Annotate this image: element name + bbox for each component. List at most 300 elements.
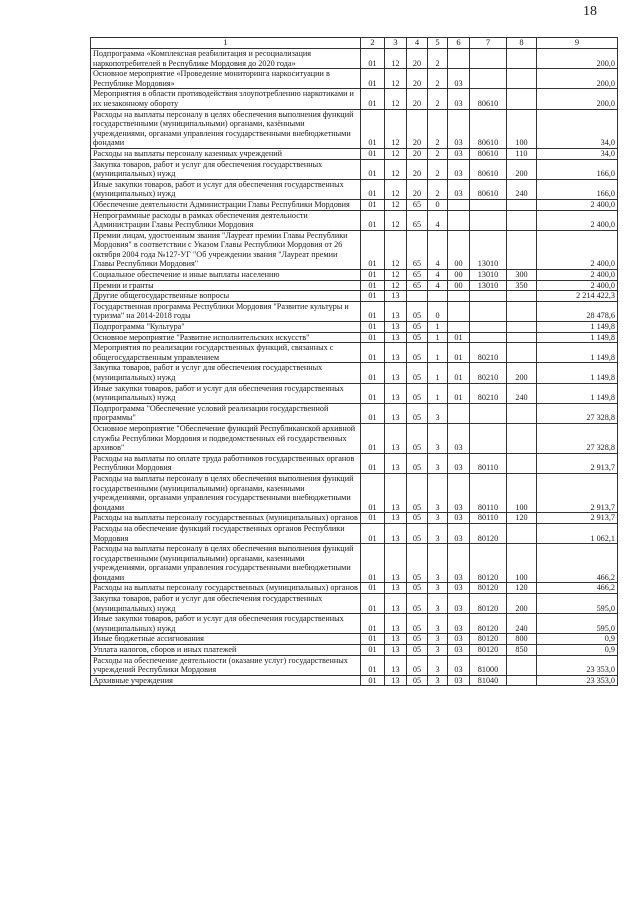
row-code-c3: 12 — [385, 179, 407, 199]
table-row — [91, 523, 618, 543]
row-code-c3: 12 — [385, 280, 407, 291]
row-code-c5 — [428, 291, 448, 302]
row-code-c2: 01 — [361, 583, 385, 594]
row-amount: 166,0 — [537, 179, 618, 199]
row-code-c5: 2 — [428, 159, 448, 179]
row-code-c6: 01 — [448, 343, 470, 363]
row-name: Расходы на выплаты персоналу государственных (муниципальных) органов — [91, 513, 361, 524]
row-code-c4: 65 — [407, 270, 428, 281]
row-amount: 595,0 — [537, 614, 618, 634]
row-code-c4: 05 — [407, 675, 428, 686]
row-code-c8 — [507, 423, 537, 453]
row-name: Мероприятия по реализации государственных функций, связанных с общегосударственным управлением — [91, 343, 361, 363]
row-code-c6 — [448, 301, 470, 321]
row-code-c7 — [470, 49, 507, 69]
row-code-c2: 01 — [361, 199, 385, 210]
table-row — [91, 89, 618, 109]
row-code-c6: 03 — [448, 159, 470, 179]
row-code-c4: 05 — [407, 634, 428, 645]
row-code-c4: 05 — [407, 583, 428, 594]
row-name: Иные закупки товаров, работ и услуг для обеспечения государственных (муниципальных) нужд — [91, 179, 361, 199]
row-code-c8: 100 — [507, 544, 537, 583]
row-code-c5: 3 — [428, 423, 448, 453]
row-amount: 2 913,7 — [537, 473, 618, 512]
row-code-c3: 13 — [385, 634, 407, 645]
header-cell: 7 — [470, 38, 507, 49]
row-amount: 1 149,8 — [537, 332, 618, 343]
table-row — [91, 270, 618, 281]
page-number: 18 — [583, 4, 597, 19]
row-amount: 0,9 — [537, 634, 618, 645]
row-code-c3: 12 — [385, 230, 407, 269]
row-code-c2: 01 — [361, 383, 385, 403]
row-code-c5: 3 — [428, 523, 448, 543]
table-row — [91, 675, 618, 686]
row-code-c8: 240 — [507, 179, 537, 199]
row-code-c5: 2 — [428, 49, 448, 69]
row-code-c7: 80110 — [470, 453, 507, 473]
row-code-c8 — [507, 332, 537, 343]
row-code-c7: 80120 — [470, 614, 507, 634]
row-name: Подпрограмма "Культура" — [91, 322, 361, 333]
row-code-c7: 80210 — [470, 383, 507, 403]
table-row — [91, 423, 618, 453]
row-code-c6 — [448, 322, 470, 333]
row-code-c3: 13 — [385, 544, 407, 583]
row-code-c7: 80120 — [470, 523, 507, 543]
row-code-c7: 81040 — [470, 675, 507, 686]
row-code-c6: 00 — [448, 270, 470, 281]
header-cell: 1 — [91, 38, 361, 49]
row-code-c5: 3 — [428, 614, 448, 634]
row-code-c5: 3 — [428, 675, 448, 686]
row-code-c4: 05 — [407, 523, 428, 543]
row-amount: 2 400,0 — [537, 199, 618, 210]
table-row — [91, 179, 618, 199]
row-amount: 200,0 — [537, 49, 618, 69]
row-code-c3: 13 — [385, 343, 407, 363]
row-code-c2: 01 — [361, 159, 385, 179]
row-code-c5: 3 — [428, 594, 448, 614]
row-name: Премии и гранты — [91, 280, 361, 291]
row-name: Расходы на выплаты по оплате труда работников государственных органов Республики Мордовия — [91, 453, 361, 473]
table-row — [91, 645, 618, 656]
row-code-c3: 12 — [385, 69, 407, 89]
row-code-c2: 01 — [361, 270, 385, 281]
row-code-c4: 20 — [407, 89, 428, 109]
row-code-c2: 01 — [361, 645, 385, 656]
row-code-c5: 1 — [428, 322, 448, 333]
row-code-c4: 05 — [407, 322, 428, 333]
row-code-c5: 2 — [428, 109, 448, 148]
table-row — [91, 343, 618, 363]
row-code-c4: 05 — [407, 301, 428, 321]
row-code-c5: 1 — [428, 332, 448, 343]
row-amount: 0,9 — [537, 645, 618, 656]
table-row — [91, 655, 618, 675]
row-code-c3: 12 — [385, 270, 407, 281]
row-code-c8: 200 — [507, 363, 537, 383]
row-code-c3: 13 — [385, 301, 407, 321]
row-code-c7: 13010 — [470, 230, 507, 269]
row-code-c8 — [507, 210, 537, 230]
row-code-c3: 13 — [385, 332, 407, 343]
row-code-c3: 13 — [385, 322, 407, 333]
row-code-c2: 01 — [361, 230, 385, 269]
row-amount: 2 913,7 — [537, 453, 618, 473]
row-code-c5: 3 — [428, 453, 448, 473]
row-amount: 1 149,8 — [537, 383, 618, 403]
table-row — [91, 301, 618, 321]
row-name: Иные закупки товаров, работ и услуг для обеспечения государственных (муниципальных) нужд — [91, 614, 361, 634]
row-code-c8 — [507, 523, 537, 543]
table-row — [91, 148, 618, 159]
row-code-c3: 13 — [385, 655, 407, 675]
row-code-c8: 100 — [507, 109, 537, 148]
row-name: Подпрограмма "Обеспечение условий реализации государственной программы" — [91, 403, 361, 423]
row-code-c6: 03 — [448, 513, 470, 524]
header-cell: 2 — [361, 38, 385, 49]
row-code-c4: 20 — [407, 159, 428, 179]
row-name: Мероприятия в области противодействия злоупотреблению наркотиками и их незаконному обороту — [91, 89, 361, 109]
row-code-c4: 20 — [407, 179, 428, 199]
row-code-c4 — [407, 291, 428, 302]
row-amount: 27 328,8 — [537, 403, 618, 423]
row-amount: 1 149,8 — [537, 363, 618, 383]
row-name: Подпрограмма «Комплексная реабилитация и ресоциализация наркопотребителей в Республике Мордовия до 2020 года» — [91, 49, 361, 69]
row-code-c7: 80610 — [470, 179, 507, 199]
row-amount: 34,0 — [537, 148, 618, 159]
row-code-c2: 01 — [361, 332, 385, 343]
row-code-c6: 00 — [448, 230, 470, 269]
row-code-c7 — [470, 301, 507, 321]
row-code-c2: 01 — [361, 69, 385, 89]
row-code-c2: 01 — [361, 291, 385, 302]
row-code-c7: 80110 — [470, 473, 507, 512]
row-code-c4: 05 — [407, 594, 428, 614]
row-code-c4: 65 — [407, 230, 428, 269]
table-row — [91, 363, 618, 383]
row-code-c6: 00 — [448, 280, 470, 291]
row-code-c5: 3 — [428, 583, 448, 594]
row-code-c8: 200 — [507, 594, 537, 614]
row-code-c6: 03 — [448, 675, 470, 686]
row-amount: 2 400,0 — [537, 230, 618, 269]
row-code-c8 — [507, 675, 537, 686]
row-code-c5: 0 — [428, 199, 448, 210]
row-code-c7 — [470, 210, 507, 230]
row-amount: 2 400,0 — [537, 210, 618, 230]
row-code-c6 — [448, 210, 470, 230]
table-row — [91, 544, 618, 583]
row-code-c7: 13010 — [470, 280, 507, 291]
row-code-c8: 110 — [507, 148, 537, 159]
row-amount: 2 400,0 — [537, 270, 618, 281]
row-name: Закупка товаров, работ и услуг для обеспечения государственных (муниципальных) нужд — [91, 363, 361, 383]
row-code-c3: 12 — [385, 148, 407, 159]
row-code-c7: 80120 — [470, 544, 507, 583]
row-code-c8: 850 — [507, 645, 537, 656]
row-name: Закупка товаров, работ и услуг для обеспечения государственных (муниципальных) нужд — [91, 159, 361, 179]
row-name: Расходы на обеспечение деятельности (оказание услуг) государственных учреждений Республики Мордовия — [91, 655, 361, 675]
header-cell: 6 — [448, 38, 470, 49]
row-code-c7: 81000 — [470, 655, 507, 675]
row-code-c5: 3 — [428, 544, 448, 583]
row-name: Другие общегосударственные вопросы — [91, 291, 361, 302]
row-code-c6: 03 — [448, 655, 470, 675]
row-amount: 2 400,0 — [537, 280, 618, 291]
row-code-c7 — [470, 69, 507, 89]
row-amount: 200,0 — [537, 69, 618, 89]
row-code-c7 — [470, 423, 507, 453]
row-code-c6 — [448, 199, 470, 210]
row-amount: 23 353,0 — [537, 655, 618, 675]
row-amount: 2 913,7 — [537, 513, 618, 524]
row-code-c4: 05 — [407, 513, 428, 524]
header-cell: 8 — [507, 38, 537, 49]
row-code-c3: 13 — [385, 363, 407, 383]
row-name: Иные закупки товаров, работ и услуг для обеспечения государственных (муниципальных) нужд — [91, 383, 361, 403]
row-code-c4: 05 — [407, 645, 428, 656]
row-name: Премии лицам, удостоенным звания "Лауреат премии Главы Республики Мордовия" в соответствии с Указом Главы Республики Мордовия от 26 октября 2004 года №127-УГ "Об учреждении звания "Лауреат премии Главы Республики Мордовия" — [91, 230, 361, 269]
row-name: Государственная программа Республики Мордовия "Развитие культуры и туризма" на 2014-2018 годы — [91, 301, 361, 321]
row-code-c2: 01 — [361, 109, 385, 148]
row-name: Расходы на выплаты персоналу в целях обеспечения выполнения функций государственными (муниципальными) органами, казенными учреждениями, органами управления государственными внебюджетными фондами — [91, 544, 361, 583]
row-code-c8 — [507, 199, 537, 210]
table-row — [91, 583, 618, 594]
row-code-c8: 120 — [507, 513, 537, 524]
row-code-c2: 01 — [361, 423, 385, 453]
row-code-c3: 12 — [385, 210, 407, 230]
row-code-c7 — [470, 291, 507, 302]
row-code-c5: 4 — [428, 270, 448, 281]
row-code-c2: 01 — [361, 594, 385, 614]
row-code-c5: 1 — [428, 383, 448, 403]
row-code-c7: 80610 — [470, 159, 507, 179]
row-code-c3: 13 — [385, 594, 407, 614]
row-code-c6: 01 — [448, 383, 470, 403]
row-name: Закупка товаров, работ и услуг для обеспечения государственных (муниципальных) нужд — [91, 594, 361, 614]
row-code-c4: 05 — [407, 453, 428, 473]
row-code-c6: 03 — [448, 645, 470, 656]
row-amount: 466,2 — [537, 544, 618, 583]
row-code-c5: 3 — [428, 634, 448, 645]
row-code-c8: 800 — [507, 634, 537, 645]
row-code-c4: 05 — [407, 332, 428, 343]
row-code-c4: 05 — [407, 403, 428, 423]
row-code-c2: 01 — [361, 403, 385, 423]
row-code-c5: 3 — [428, 645, 448, 656]
row-code-c6: 03 — [448, 614, 470, 634]
table-row — [91, 49, 618, 69]
row-code-c7 — [470, 403, 507, 423]
row-code-c4: 05 — [407, 473, 428, 512]
row-code-c8 — [507, 322, 537, 333]
table-header-row — [91, 38, 618, 49]
row-code-c2: 01 — [361, 301, 385, 321]
row-code-c3: 13 — [385, 513, 407, 524]
table-row — [91, 594, 618, 614]
header-cell: 5 — [428, 38, 448, 49]
row-amount: 166,0 — [537, 159, 618, 179]
row-code-c2: 01 — [361, 675, 385, 686]
row-name: Основное мероприятие «Проведение мониторинга наркоситуации в Республике Мордовия» — [91, 69, 361, 89]
row-code-c2: 01 — [361, 453, 385, 473]
row-code-c3: 13 — [385, 403, 407, 423]
row-code-c3: 12 — [385, 49, 407, 69]
row-code-c3: 12 — [385, 199, 407, 210]
row-name: Социальное обеспечение и иные выплаты населению — [91, 270, 361, 281]
row-code-c3: 13 — [385, 645, 407, 656]
row-code-c3: 13 — [385, 523, 407, 543]
row-code-c4: 20 — [407, 148, 428, 159]
table-row — [91, 403, 618, 423]
row-code-c5: 3 — [428, 473, 448, 512]
table-row — [91, 614, 618, 634]
table-row — [91, 69, 618, 89]
table-row — [91, 383, 618, 403]
row-code-c7: 80120 — [470, 594, 507, 614]
row-code-c4: 05 — [407, 614, 428, 634]
header-cell: 4 — [407, 38, 428, 49]
row-code-c2: 01 — [361, 544, 385, 583]
row-code-c5: 2 — [428, 89, 448, 109]
row-code-c8: 200 — [507, 159, 537, 179]
row-code-c7 — [470, 332, 507, 343]
row-code-c3: 12 — [385, 109, 407, 148]
row-code-c4: 65 — [407, 199, 428, 210]
row-code-c8 — [507, 453, 537, 473]
row-code-c2: 01 — [361, 513, 385, 524]
row-code-c6: 03 — [448, 69, 470, 89]
row-code-c6: 03 — [448, 423, 470, 453]
row-code-c7: 80110 — [470, 513, 507, 524]
row-code-c4: 20 — [407, 69, 428, 89]
row-code-c4: 05 — [407, 544, 428, 583]
row-code-c7: 80120 — [470, 645, 507, 656]
row-code-c4: 05 — [407, 655, 428, 675]
row-name: Расходы на обеспечение функций государственных органов Республики Мордовия — [91, 523, 361, 543]
row-code-c2: 01 — [361, 634, 385, 645]
table-row — [91, 230, 618, 269]
row-code-c3: 12 — [385, 89, 407, 109]
row-name: Архивные учреждения — [91, 675, 361, 686]
row-code-c6: 03 — [448, 634, 470, 645]
row-name: Основное мероприятие "Обеспечение функций Республиканской архивной службы Республики Мордовия и подведомственных ей государственных архивов" — [91, 423, 361, 453]
row-code-c8: 240 — [507, 383, 537, 403]
row-amount: 23 353,0 — [537, 675, 618, 686]
row-code-c7: 80610 — [470, 89, 507, 109]
row-amount: 595,0 — [537, 594, 618, 614]
row-code-c5: 2 — [428, 148, 448, 159]
row-code-c7: 80120 — [470, 583, 507, 594]
row-code-c2: 01 — [361, 473, 385, 512]
row-code-c6: 03 — [448, 583, 470, 594]
row-code-c8 — [507, 301, 537, 321]
row-code-c4: 05 — [407, 423, 428, 453]
row-code-c8 — [507, 69, 537, 89]
row-amount: 1 149,8 — [537, 343, 618, 363]
row-code-c8: 100 — [507, 473, 537, 512]
table-row — [91, 159, 618, 179]
row-code-c2: 01 — [361, 89, 385, 109]
row-code-c2: 01 — [361, 523, 385, 543]
row-name: Расходы на выплаты персоналу в целях обеспечения выполнения функций государственными (муниципальными) органами, казенными учреждениями, органами управления государственными внебюджетными фондами — [91, 473, 361, 512]
row-code-c4: 20 — [407, 109, 428, 148]
row-code-c5: 4 — [428, 230, 448, 269]
row-code-c6: 03 — [448, 544, 470, 583]
row-code-c4: 05 — [407, 383, 428, 403]
row-name: Уплата налогов, сборов и иных платежей — [91, 645, 361, 656]
row-code-c7: 80120 — [470, 634, 507, 645]
budget-table — [90, 37, 618, 686]
row-name: Расходы на выплаты персоналу государственных (муниципальных) органов — [91, 583, 361, 594]
row-code-c2: 01 — [361, 179, 385, 199]
row-code-c6 — [448, 403, 470, 423]
row-code-c6: 03 — [448, 89, 470, 109]
row-code-c8 — [507, 403, 537, 423]
row-code-c2: 01 — [361, 322, 385, 333]
table-row — [91, 322, 618, 333]
header-cell: 9 — [537, 38, 618, 49]
row-code-c3: 13 — [385, 453, 407, 473]
row-code-c7 — [470, 199, 507, 210]
row-code-c2: 01 — [361, 343, 385, 363]
row-code-c4: 65 — [407, 280, 428, 291]
row-code-c5: 2 — [428, 179, 448, 199]
row-code-c5: 3 — [428, 513, 448, 524]
row-amount: 27 328,8 — [537, 423, 618, 453]
row-code-c3: 13 — [385, 383, 407, 403]
row-amount: 28 478,6 — [537, 301, 618, 321]
row-amount: 1 062,1 — [537, 523, 618, 543]
row-code-c8 — [507, 49, 537, 69]
table-row — [91, 210, 618, 230]
row-code-c6 — [448, 291, 470, 302]
row-code-c8: 120 — [507, 583, 537, 594]
row-code-c6: 03 — [448, 473, 470, 512]
table-row — [91, 453, 618, 473]
row-code-c5: 0 — [428, 301, 448, 321]
row-code-c5: 1 — [428, 363, 448, 383]
row-code-c8 — [507, 655, 537, 675]
row-code-c4: 65 — [407, 210, 428, 230]
row-code-c4: 05 — [407, 363, 428, 383]
row-name: Обеспечение деятельности Администрации Главы Республики Мордовия — [91, 199, 361, 210]
row-code-c5: 3 — [428, 403, 448, 423]
row-code-c6: 03 — [448, 523, 470, 543]
row-code-c6 — [448, 49, 470, 69]
table-row — [91, 473, 618, 512]
row-code-c3: 13 — [385, 675, 407, 686]
table-row — [91, 280, 618, 291]
row-code-c5: 4 — [428, 280, 448, 291]
row-code-c4: 20 — [407, 49, 428, 69]
row-code-c2: 01 — [361, 210, 385, 230]
row-name: Непрограммные расходы в рамках обеспечения деятельности Администрации Главы Республики Мордовия — [91, 210, 361, 230]
row-code-c7: 80210 — [470, 343, 507, 363]
row-code-c4: 05 — [407, 343, 428, 363]
row-code-c8: 350 — [507, 280, 537, 291]
row-code-c6: 03 — [448, 179, 470, 199]
row-code-c6: 03 — [448, 594, 470, 614]
row-code-c3: 13 — [385, 423, 407, 453]
row-code-c8 — [507, 89, 537, 109]
row-code-c3: 13 — [385, 614, 407, 634]
table-body — [91, 49, 618, 686]
table-row — [91, 634, 618, 645]
table-row — [91, 199, 618, 210]
